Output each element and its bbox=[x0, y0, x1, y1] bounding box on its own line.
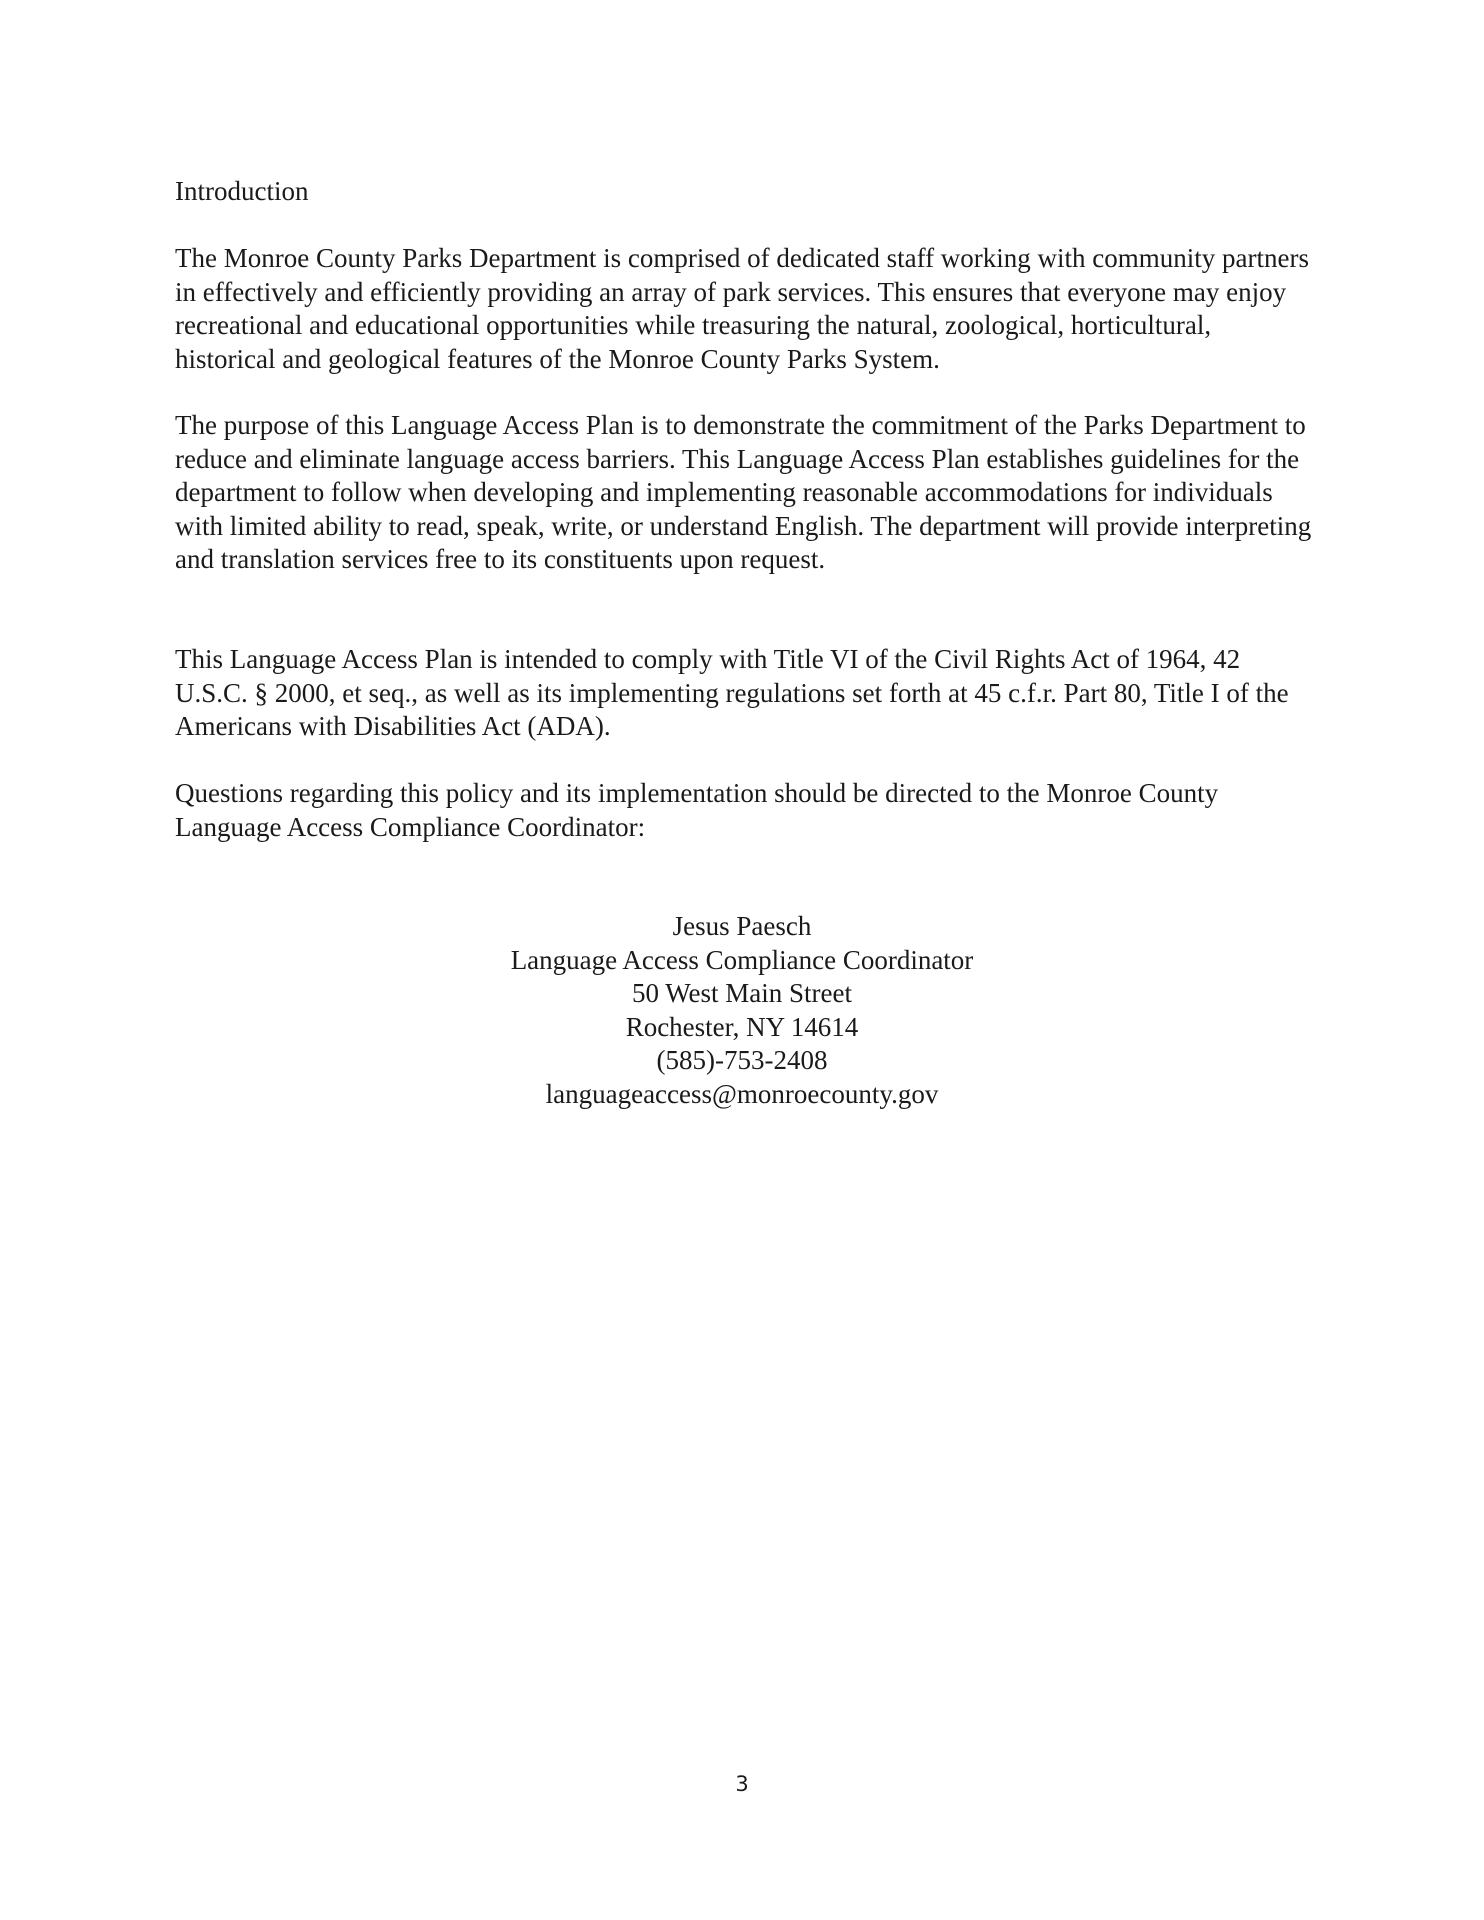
contact-email: languageaccess@monroecounty.gov bbox=[545, 1078, 939, 1109]
paragraph-compliance: This Language Access Plan is intended to comply with Title VI of the Civil Rights Act of 1964, 42 U.S.C. § 2000, et seq., as well as its implementing regulations set forth at 45 c.f.r. Part 80, Title I of the Americans with Disabilities Act (ADA). bbox=[175, 644, 1289, 741]
paragraph-questions: Questions regarding this policy and its implementation should be directed to the Monroe County Language Access Compliance Coordinator: bbox=[175, 778, 1219, 842]
contact-street: 50 West Main Street bbox=[631, 978, 853, 1008]
contact-city: Rochester, NY 14614 bbox=[625, 1011, 859, 1042]
paragraph-introduction: The Monroe County Parks Department is comprised of dedicated staff working with community partners in effectively and efficiently providing an array of park services. This ensures that everyone may enjoy recreational and educational opportunities while treasuring the natural, zoological, horticultural, historical and geological features of the Monroe County Parks System. bbox=[175, 243, 1309, 374]
page-number: 3 bbox=[735, 1772, 749, 1796]
contact-name: Jesus Paesch bbox=[672, 911, 812, 941]
paragraph-purpose: The purpose of this Language Access Plan is to demonstrate the commitment of the Parks Department to reduce and eliminate language access barriers. This Language Access Plan establishes guidelines for the department to follow when developing and implementing reasonable accommodations for individuals with limited ability to read, speak, write, or understand English. The department will provide interpreting and translation services free to its constituents upon request. bbox=[175, 410, 1312, 574]
contact-block bbox=[0, 910, 1484, 1111]
contact-title: Language Access Compliance Coordinator bbox=[510, 944, 974, 975]
contact-phone: (585)-753-2408 bbox=[656, 1045, 828, 1075]
section-heading: Introduction bbox=[175, 176, 309, 206]
